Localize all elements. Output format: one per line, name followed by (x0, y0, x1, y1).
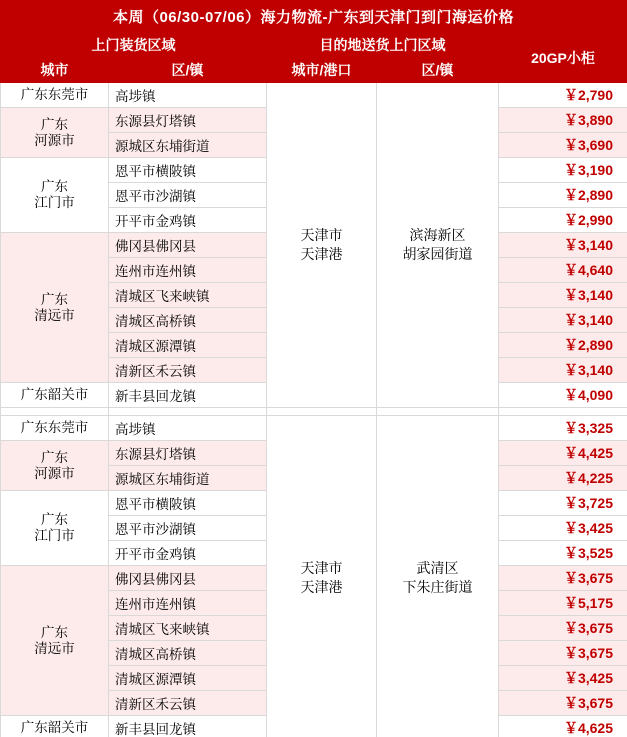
origin-town-cell: 清城区源潭镇 (109, 666, 267, 691)
origin-town-cell: 清城区飞来峡镇 (109, 283, 267, 308)
header-dest-group: 目的地送货上门区域 (267, 33, 499, 58)
price-cell: ￥3,190 (499, 158, 627, 183)
origin-city-cell: 广东韶关市 (1, 383, 109, 408)
price-cell: ￥3,675 (499, 616, 627, 641)
price-cell: ￥2,790 (499, 83, 627, 108)
header-city: 城市 (1, 58, 109, 83)
origin-town-cell: 恩平市沙湖镇 (109, 516, 267, 541)
origin-town-cell: 开平市金鸡镇 (109, 208, 267, 233)
table-wrapper (0, 32, 627, 737)
origin-town-cell: 清城区高桥镇 (109, 308, 267, 333)
price-cell: ￥3,325 (499, 416, 627, 441)
origin-city-cell: 广东东莞市 (1, 416, 109, 441)
price-table (0, 32, 627, 737)
price-cell: ￥3,675 (499, 691, 627, 716)
origin-city-cell: 广东东莞市 (1, 83, 109, 108)
origin-town-cell: 恩平市沙湖镇 (109, 183, 267, 208)
origin-town-cell: 连州市连州镇 (109, 591, 267, 616)
price-cell: ￥4,625 (499, 716, 627, 737)
price-cell: ￥4,090 (499, 383, 627, 408)
origin-city-cell: 广东 河源市 (1, 108, 109, 158)
price-cell: ￥3,140 (499, 233, 627, 258)
price-cell: ￥3,675 (499, 641, 627, 666)
origin-city-cell: 广东 清远市 (1, 233, 109, 383)
origin-town-cell: 新丰县回龙镇 (109, 716, 267, 737)
origin-town-cell: 东源县灯塔镇 (109, 441, 267, 466)
origin-town-cell: 佛冈县佛冈县 (109, 566, 267, 591)
origin-city-cell: 广东 河源市 (1, 441, 109, 491)
table-row (1, 83, 627, 108)
origin-town-cell: 恩平市横陂镇 (109, 158, 267, 183)
header-price: 20GP小柜 (499, 33, 627, 83)
price-cell: ￥4,425 (499, 441, 627, 466)
price-cell: ￥5,175 (499, 591, 627, 616)
header-dest-town: 区/镇 (377, 58, 499, 83)
price-cell: ￥4,640 (499, 258, 627, 283)
price-cell: ￥3,675 (499, 566, 627, 591)
dest-town-cell: 武清区 下朱庄街道 (377, 416, 499, 737)
origin-town-cell: 高埗镇 (109, 416, 267, 441)
price-cell: ￥3,140 (499, 308, 627, 333)
header-origin-group: 上门装货区域 (1, 33, 267, 58)
header-row-groups (1, 33, 627, 58)
page-title: 本周（06/30-07/06）海力物流-广东到天津门到门海运价格 (0, 0, 627, 32)
price-cell: ￥3,525 (499, 541, 627, 566)
origin-town-cell: 清新区禾云镇 (109, 358, 267, 383)
price-cell: ￥3,425 (499, 516, 627, 541)
origin-city-cell: 广东韶关市 (1, 716, 109, 737)
price-cell: ￥3,890 (499, 108, 627, 133)
price-cell: ￥2,890 (499, 333, 627, 358)
price-cell: ￥3,425 (499, 666, 627, 691)
origin-town-cell: 新丰县回龙镇 (109, 383, 267, 408)
table-row (1, 416, 627, 441)
dest-town-cell: 滨海新区 胡家园街道 (377, 83, 499, 408)
price-cell: ￥2,990 (499, 208, 627, 233)
dest-city-cell: 天津市 天津港 (267, 83, 377, 408)
origin-town-cell: 开平市金鸡镇 (109, 541, 267, 566)
price-cell: ￥3,690 (499, 133, 627, 158)
origin-town-cell: 恩平市横陂镇 (109, 491, 267, 516)
price-cell: ￥4,225 (499, 466, 627, 491)
block-separator (1, 408, 627, 416)
origin-town-cell: 连州市连州镇 (109, 258, 267, 283)
header-town: 区/镇 (109, 58, 267, 83)
price-cell: ￥2,890 (499, 183, 627, 208)
price-cell: ￥3,725 (499, 491, 627, 516)
dest-city-cell: 天津市 天津港 (267, 416, 377, 737)
price-cell: ￥3,140 (499, 283, 627, 308)
table-header (1, 33, 627, 83)
header-dest-city: 城市/港口 (267, 58, 377, 83)
origin-town-cell: 清新区禾云镇 (109, 691, 267, 716)
origin-town-cell: 源城区东埔街道 (109, 466, 267, 491)
origin-city-cell: 广东 江门市 (1, 491, 109, 566)
table-body (1, 83, 627, 737)
origin-town-cell: 高埗镇 (109, 83, 267, 108)
origin-town-cell: 佛冈县佛冈县 (109, 233, 267, 258)
origin-town-cell: 清城区源潭镇 (109, 333, 267, 358)
origin-city-cell: 广东 清远市 (1, 566, 109, 716)
origin-town-cell: 源城区东埔街道 (109, 133, 267, 158)
origin-town-cell: 清城区飞来峡镇 (109, 616, 267, 641)
origin-town-cell: 东源县灯塔镇 (109, 108, 267, 133)
origin-town-cell: 清城区高桥镇 (109, 641, 267, 666)
price-cell: ￥3,140 (499, 358, 627, 383)
origin-city-cell: 广东 江门市 (1, 158, 109, 233)
